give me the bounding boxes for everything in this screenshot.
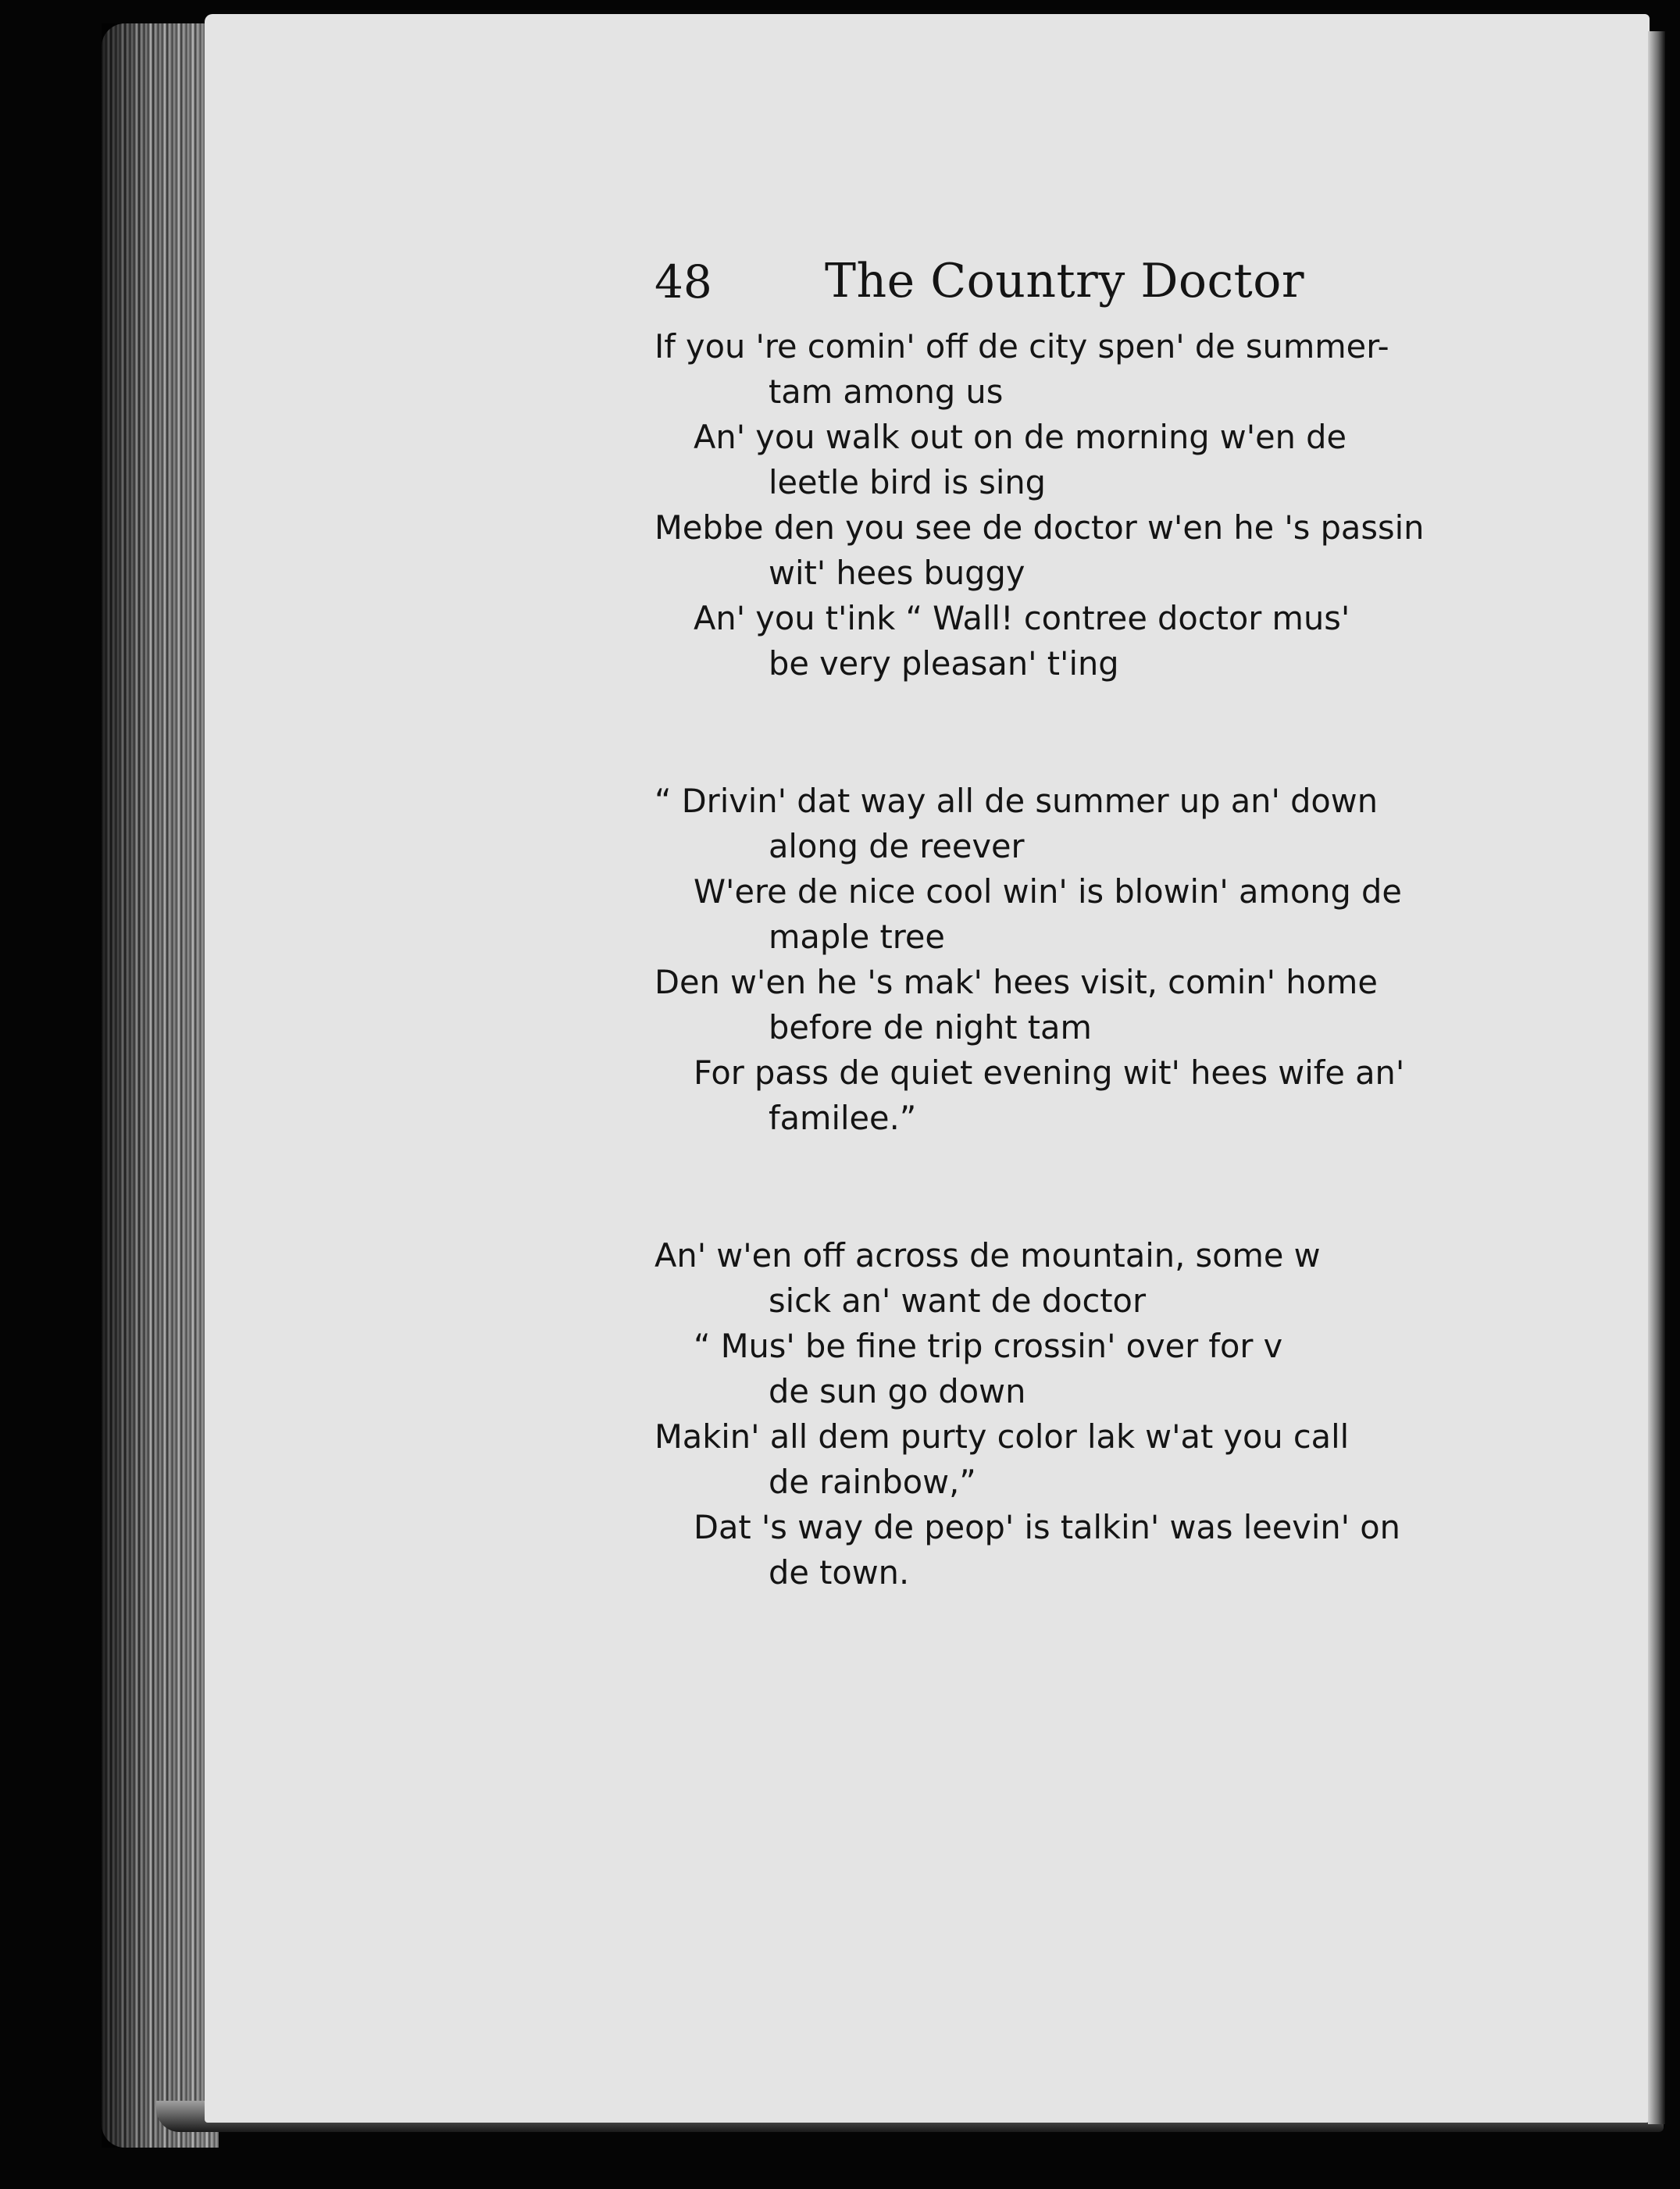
- verse-line: If you 're comin' off de city spen' de summer-: [655, 327, 1389, 365]
- verse-line: An' you t'ink “ Wall! contree doctor mus': [694, 599, 1350, 637]
- verse-line: leetle bird is sing: [769, 463, 1046, 501]
- page-right-edge: [1648, 31, 1665, 2124]
- verse-line: de town.: [769, 1553, 910, 1592]
- verse-line: For pass de quiet evening wit' hees wife an': [694, 1054, 1405, 1092]
- verse-line: tam among us: [769, 373, 1004, 411]
- verse-line: de rainbow,”: [769, 1463, 976, 1501]
- verse-line: Makin' all dem purty color lak w'at you call: [655, 1417, 1350, 1456]
- page-text-block: [655, 250, 1467, 1595]
- verse-line: be very pleasan' t'ing: [769, 644, 1119, 683]
- verse-line: “ Drivin' dat way all de summer up an' down: [655, 782, 1379, 820]
- verse-line: Den w'en he 's mak' hees visit, comin' home: [655, 963, 1378, 1001]
- verse-line: wit' hees buggy: [769, 554, 1025, 592]
- verse-line: along de reever: [769, 827, 1025, 865]
- stanza-3: [655, 1233, 1467, 1595]
- verse-line: Mebbe den you see de doctor w'en he 's passin: [655, 508, 1425, 547]
- verse-line: maple tree: [769, 918, 945, 956]
- page-header: [655, 250, 1467, 324]
- verse-line: W'ere de nice cool win' is blowin' among de: [694, 872, 1402, 911]
- verse-line: An' you walk out on de morning w'en de: [694, 418, 1347, 456]
- verse-line: sick an' want de doctor: [769, 1282, 1147, 1320]
- book-page-edges: [102, 23, 219, 2148]
- verse-line: An' w'en off across de mountain, some w: [655, 1236, 1321, 1275]
- verse-line: de sun go down: [769, 1372, 1026, 1410]
- verse-line: familee.”: [769, 1099, 917, 1137]
- verse-line: “ Mus' be fine trip crossin' over for v: [694, 1327, 1283, 1365]
- verse-line: Dat 's way de peop' is talkin' was leevin' on: [694, 1508, 1400, 1546]
- verse-line: before de night tam: [769, 1008, 1092, 1046]
- running-title: The Country Doctor: [825, 254, 1305, 308]
- page-number: 48: [655, 255, 712, 308]
- stanza-1: [655, 324, 1467, 686]
- stanza-2: [655, 779, 1467, 1141]
